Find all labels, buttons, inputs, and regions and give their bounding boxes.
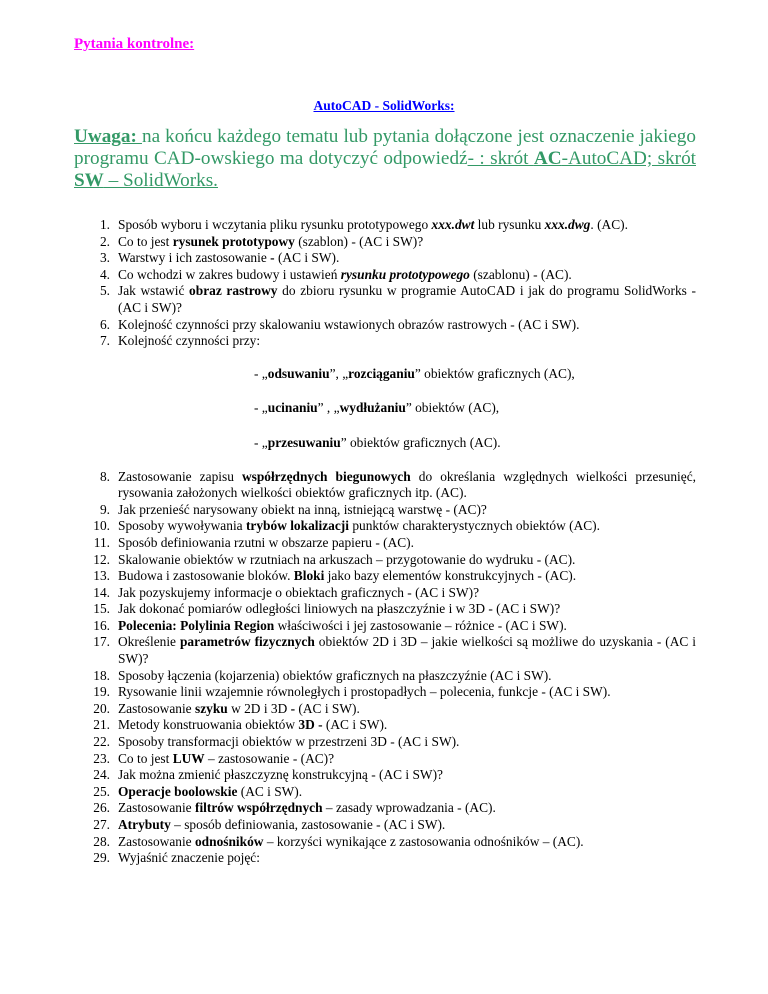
item-text-emphasis: odnośników: [194, 833, 264, 849]
sub-item-emphasis: wydłużaniu: [339, 400, 406, 416]
list-item: [74, 333, 696, 350]
item-number: 25.: [93, 783, 110, 799]
item-number: 16.: [93, 617, 110, 633]
item-number: 2.: [99, 233, 110, 249]
item-text: Jak wstawić: [118, 283, 190, 299]
notice-text: – SolidWorks.: [103, 170, 218, 191]
page-title: Pytania kontrolne:: [74, 36, 195, 52]
list-item: [74, 850, 696, 867]
item-text: jako bazy elementów konstrukcyjnych - (AC).: [324, 568, 577, 584]
item-text-emphasis: filtrów współrzędnych: [194, 800, 323, 816]
item-text-emphasis: 3D -: [298, 717, 323, 733]
item-text-emphasis: rysunku prototypowego: [340, 266, 470, 282]
item-number: 21.: [93, 717, 110, 733]
notice-label: Uwaga:: [74, 126, 142, 147]
list-item: [74, 267, 696, 284]
item-text: do określania względnych wielkości przesunięć, rysowania założonych wielkości obiektów graficznych itp. (AC).: [118, 468, 696, 501]
item-text-emphasis: xxx.dwg: [544, 217, 591, 232]
sub-item-emphasis: rozciąganiu: [348, 365, 415, 381]
list-item: [74, 552, 696, 569]
item-number: 13.: [93, 568, 110, 584]
item-text: . (AC).: [590, 217, 628, 232]
sub-item-text: - „: [254, 365, 268, 381]
item-number: 27.: [93, 817, 110, 832]
item-number: 11.: [93, 534, 110, 550]
list-item: [74, 535, 696, 552]
item-text: Kolejność czynności przy:: [118, 333, 261, 349]
item-text: Zastosowanie: [118, 700, 195, 716]
item-text-emphasis: Operacje boolowskie: [118, 783, 238, 799]
item-text: Co to jest: [118, 750, 173, 766]
question-list: [74, 217, 696, 867]
list-item: [74, 684, 696, 701]
list-item: [74, 784, 696, 801]
sub-item-emphasis: odsuwaniu: [267, 365, 330, 381]
notice-text: - : skrót: [467, 148, 534, 169]
sub-item-emphasis: ucinaniu: [267, 400, 318, 416]
item-text: Co to jest: [118, 233, 173, 249]
list-item: [74, 217, 696, 234]
sub-item-text: ” obiektów graficznych (AC),: [414, 365, 575, 381]
item-text-emphasis: LUW: [172, 750, 205, 766]
item-text: – zastosowanie - (AC)?: [204, 750, 335, 766]
item-number: 17.: [93, 634, 110, 650]
item-text: Rysowanie linii wzajemnie równoległych i prostopadłych – polecenia, funkcje - (AC i SW).: [118, 684, 611, 700]
item-text: (AC i SW).: [274, 250, 340, 266]
item-number: 24.: [93, 767, 110, 783]
item-text: Jak przenieść narysowany obiekt na inną, istniejącą warstwę - (AC)?: [118, 501, 487, 517]
item-text: (AC i SW).: [237, 783, 303, 799]
item-text: Jak można zmienić płaszczyznę konstrukcyjną - (AC i SW)?: [118, 767, 443, 783]
item-text: – zasady wprowadzania - (AC).: [322, 800, 496, 816]
list-item: [74, 283, 696, 316]
list-item: [74, 502, 696, 519]
item-text: (AC i SW).: [322, 717, 388, 733]
item-number: 5.: [99, 283, 110, 299]
item-text: Warstwy i ich zastosowanie: [118, 250, 271, 266]
item-text-emphasis: -: [290, 700, 296, 716]
item-text-emphasis: obraz rastrowy: [189, 283, 278, 299]
item-number: 8.: [99, 468, 110, 484]
sub-item: [74, 435, 696, 452]
item-number: 14.: [93, 584, 110, 600]
item-text: (szablon) - (AC i SW)?: [294, 233, 424, 249]
sub-item-text: ”, „: [329, 365, 349, 381]
item-text: – sposób definiowania, zastosowanie - (AC i SW).: [170, 817, 446, 832]
item-number: 23.: [93, 750, 110, 766]
item-text: Skalowanie obiektów w rzutniach na arkuszach – przygotowanie do wydruku - (AC).: [118, 551, 576, 567]
item-number: 22.: [93, 734, 110, 750]
list-item: [74, 767, 696, 784]
list-item: [74, 585, 696, 602]
list-item: [74, 717, 696, 734]
item-text: Zastosowanie: [118, 800, 195, 816]
item-text: obiektów 2D i 3D – jakie wielkości są możliwe do uzyskania - (AC i SW)?: [118, 634, 696, 667]
item-text: (szablonu) - (AC).: [469, 266, 572, 282]
list-item: [74, 317, 696, 334]
item-text: Jak dokonać pomiarów odległości liniowych na płaszczyźnie i w 3D - (AC i SW)?: [118, 601, 561, 617]
list-item: [74, 618, 696, 635]
item-text: Kolejność czynności przy skalowaniu wstawionych obrazów rastrowych - (AC i SW).: [118, 316, 580, 332]
list-item: [74, 817, 696, 834]
item-text-emphasis: Atrybuty: [118, 817, 171, 832]
list-item: [74, 234, 696, 251]
item-number: 4.: [99, 266, 110, 282]
list-item: [74, 734, 696, 751]
item-number: 10.: [93, 518, 110, 534]
list-item: [74, 568, 696, 585]
item-text-emphasis: Bloki: [293, 568, 325, 584]
item-text: właściwości i jej zastosowanie – różnice - (AC i SW).: [274, 617, 567, 633]
sub-item-text: - „: [254, 400, 268, 416]
item-number: 20.: [93, 700, 110, 716]
sub-item-text: ” , „: [317, 400, 340, 416]
sub-item-text: - „: [254, 434, 268, 450]
item-number: 26.: [93, 800, 110, 816]
notice-paragraph: [74, 126, 696, 192]
item-text: Wyjaśnić znaczenie pojęć:: [118, 850, 260, 866]
item-text: – korzyści wynikające z zastosowania odnośników – (AC).: [263, 833, 584, 849]
list-item: [74, 701, 696, 718]
item-number: 19.: [93, 684, 110, 700]
item-number: 12.: [93, 551, 110, 567]
item-text-emphasis: rysunek prototypowy: [172, 233, 295, 249]
item-text: w 2D i 3D: [227, 700, 291, 716]
list-item: [74, 834, 696, 851]
sub-item: [74, 400, 696, 417]
list-item: [74, 518, 696, 535]
item-number: 28.: [93, 833, 110, 849]
item-number: 6.: [99, 316, 110, 332]
list-item: [74, 668, 696, 685]
page-subtitle: AutoCAD - SolidWorks:: [313, 98, 455, 113]
item-text-emphasis: Polecenia: Polylinia Region: [118, 617, 275, 633]
sub-item: [74, 366, 696, 383]
list-item: [74, 250, 696, 267]
item-number: 29.: [93, 850, 110, 866]
item-text: Metody konstruowania obiektów: [118, 717, 299, 733]
list-item: [74, 634, 696, 667]
list-item: [74, 751, 696, 768]
item-text: Budowa i zastosowanie bloków.: [118, 568, 294, 584]
item-text: do zbioru rysunku w programie AutoCAD i jak do programu SolidWorks - (AC i SW)?: [118, 283, 696, 315]
item-text-emphasis: parametrów fizycznych: [179, 634, 315, 650]
item-text-emphasis: trybów lokalizacji: [245, 518, 349, 534]
item-text: Co wchodzi w zakres budowy i ustawień: [118, 266, 341, 282]
item-text: (AC i SW).: [295, 700, 360, 716]
item-text-emphasis: -: [270, 250, 275, 266]
item-text: Jak pozyskujemy informacje o obiektach graficznych - (AC i SW)?: [118, 584, 480, 600]
item-text: Sposoby łączenia (kojarzenia) obiektów graficznych na płaszczyźnie (AC i SW).: [118, 667, 552, 683]
item-number: 7.: [99, 333, 110, 349]
item-text: Sposoby wywoływania: [118, 518, 246, 534]
list-item: [74, 469, 696, 502]
item-text: Zastosowanie: [118, 833, 195, 849]
item-number: 3.: [99, 250, 110, 266]
item-number: 15.: [93, 601, 110, 617]
sub-item-text: ” obiektów (AC),: [405, 400, 500, 416]
item-text-emphasis: xxx.dwt: [431, 217, 475, 232]
sub-item-emphasis: przesuwaniu: [267, 434, 341, 450]
item-text-emphasis: współrzędnych biegunowych: [241, 468, 411, 484]
item-text: Sposób wyboru i wczytania pliku rysunku prototypowego: [118, 217, 432, 232]
notice-text: -AutoCAD; skrót: [561, 148, 696, 169]
item-text-emphasis: szyku: [194, 700, 228, 716]
item-text: punktów charakterystycznych obiektów (AC).: [348, 518, 600, 534]
item-number: 1.: [99, 217, 110, 232]
list-item: [74, 601, 696, 618]
item-number: 9.: [99, 501, 110, 517]
item-text: Zastosowanie zapisu: [118, 468, 242, 484]
list-item: [74, 800, 696, 817]
item-text: Sposób definiowania rzutni w obszarze papieru - (AC).: [118, 534, 414, 550]
item-text: Sposoby transformacji obiektów w przestrzeni 3D - (AC i SW).: [118, 734, 460, 750]
item-text: Określenie: [118, 634, 180, 650]
item-number: 18.: [93, 667, 110, 683]
notice-sw-abbrev: SW: [74, 170, 104, 191]
item-text: lub rysunku: [474, 217, 545, 232]
notice-ac-abbrev: AC: [533, 148, 562, 169]
sub-item-text: ” obiektów graficznych (AC).: [340, 434, 501, 450]
notice-text: na końcu każdego tematu lub pytania dołączone jest oznaczenie jakiego programu CAD-owskiego ma dotyczyć odpowiedź: [74, 126, 696, 169]
